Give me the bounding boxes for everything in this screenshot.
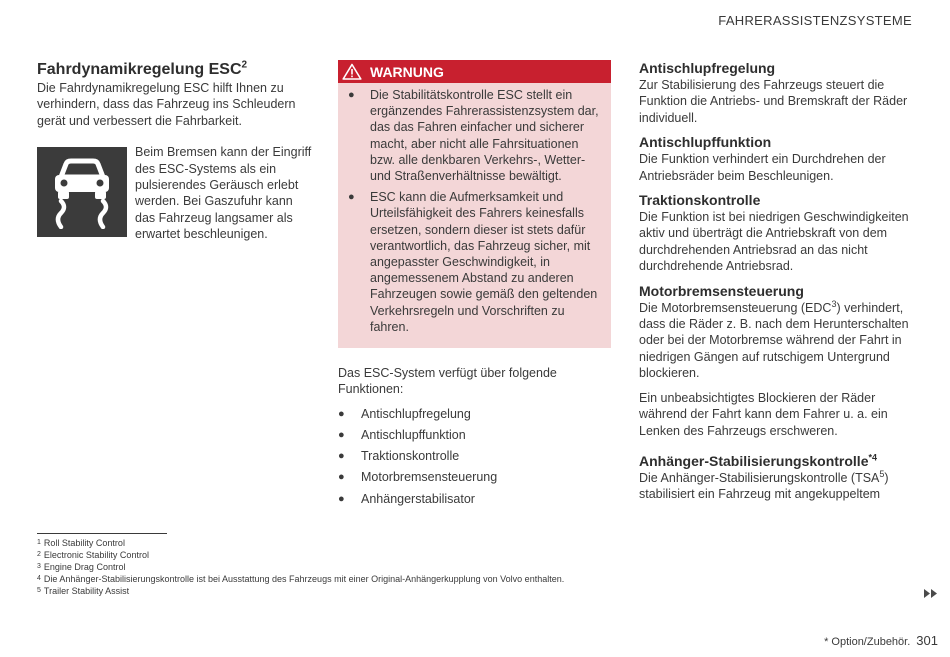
warning-column [338,60,611,512]
section-antischlupfregelung [639,60,914,126]
footnote-ref-5[interactable]: 5 [879,468,885,479]
section-text: Die Funktion ist bei niedrigen Geschwindigkeiten aktiv und überträgt die Antriebskraft von dem durchdrehenden Antriebsrad an das nicht durchdrehende Antriebsrad. [639,210,909,274]
section-heading: Antischlupfregelung [639,60,776,76]
footnote-ref-3[interactable]: 3 [831,298,837,309]
bullet-icon: ● [348,191,355,204]
section-text: Die Anhänger-Stabilisierungskontrolle (TSA$^5$) stabilisiert ein Fahrzeug mit angekuppeltem [639,468,889,502]
bullet-icon: ● [338,471,345,484]
section-motorbremsensteuerung [639,283,914,439]
section-text: Ein unbeabsichtigtes Blockieren der Räder während der Fahrt kann dem Fahrer u. a. ein Lenken des Fahrzeugs erschweren. [639,390,888,438]
esc-icon-description: Beim Bremsen kann der Eingriff des ESC-Systems als ein pulsierendes Geräusch erlebt werden. Bei Gaszufuhr kann das Fahrzeug langsamer als erwartet beschleunigen. [135,145,312,242]
warning-title: WARNUNG [370,63,444,80]
footnote-4: $^4$ Die Anhänger-Stabilisierungskontrolle ist bei Ausstattung des Fahrzeugs mit einer Original-Anhängerkupplung von Volvo enthalten. [37,574,565,584]
list-item: ● Antischlupffunktion [338,428,466,443]
list-item: ● Antischlupfregelung [338,406,471,421]
esc-icon-row [37,147,315,242]
bullet-icon: ● [348,89,355,101]
footnote-ref-4[interactable]: *4 [868,452,877,463]
footnotes [37,537,737,597]
bullet-icon: ● [338,492,345,505]
intro-text: Die Fahrdynamikregelung ESC hilft Ihnen zu verhindern, dass das Fahrzeug ins Schleudern gerät und verbessert die Fahrbarkeit. [37,81,296,128]
list-item: ● Anhängerstabilisator [338,491,475,506]
warning-item: ● ESC kann die Aufmerksamkeit und Urteilsfähigkeit des Fahrers keinesfalls ersetzen, sondern dieser ist stets dafür verantwortlich, das Fahrzeug sicher, mit angepasster Geschwindigkeit, in angemessenem Abstand zu anderen Fahrzeugen sowie gemäß den geltenden Verkehrsregeln und Vorschriften zu fahren. [348,190,598,334]
footnote-3: $^3$ Engine Drag Control [37,562,126,572]
page-number: 301 [916,633,938,648]
footnote-1: $^1$ Roll Stability Control [37,538,125,548]
esc-intro-column [37,60,315,243]
bullet-icon: ● [338,450,345,463]
list-item: ● Motorbremsensteuerung [338,470,498,485]
warning-header [338,60,611,83]
warning-triangle-icon [342,63,362,80]
functions-detail-column [639,60,914,511]
page-footer [824,633,938,648]
section-anhaenger-stabilisierung [639,453,914,503]
section-heading: Motorbremsensteuerung [639,282,804,299]
footnote-5: $^5$ Trailer Stability Assist [37,586,130,596]
functions-intro: Das ESC-System verfügt über folgende Funktionen: [338,366,557,397]
functions-list [338,406,611,507]
section-text: Zur Stabilisierung des Fahrzeugs steuert die Funktion die Antriebs- und Bremskraft der Räder individuell. [639,78,908,125]
page-title: Fahrdynamikregelung ESC$^2$ [37,59,248,78]
section-header: FAHRERASSISTENZSYSTEME [718,13,912,28]
section-text: Die Funktion verhindert ein Durchdrehen der Antriebsräder beim Beschleunigen. [639,152,886,183]
bullet-icon: ● [338,407,345,420]
warning-list [338,83,611,348]
warning-box [338,60,611,348]
section-antischlupffunktion [639,134,914,184]
footnote-2: $^2$ Electronic Stability Control [37,550,149,560]
esc-skid-car-icon [37,147,127,237]
bullet-icon: ● [338,429,345,442]
section-heading: Traktionskontrolle [639,192,761,209]
section-heading: Antischlupffunktion [639,134,772,151]
option-note: * Option/Zubehör. [824,636,911,648]
section-traktionskontrolle [639,192,914,275]
section-text: Die Motorbremsensteuerung (EDC$^3$) verhindert, dass die Räder z. B. nach dem Herunterschalten oder bei der Motorbremse während der Fahrt in niedrigen Gängen auf rutschigem Untergrund blockieren. [639,298,909,381]
section-heading: Anhänger-Stabilisierungskontrolle$^{*4}$ [639,452,877,469]
footnote-ref-2[interactable]: 2 [241,59,248,71]
warning-item: ● Die Stabilitätskontrolle ESC stellt ein ergänzendes Fahrerassistenzsystem dar, das das Fahren einfacher und sicherer macht, aber nicht alle Fahrsituationen bzw. alle denkbaren Verkehrs-, Wetter- und Straßenverhältnisse bewältigt. [348,88,599,184]
continue-arrows-icon[interactable] [924,589,938,600]
footnote-divider [37,533,167,534]
list-item: ● Traktionskontrolle [338,449,460,464]
